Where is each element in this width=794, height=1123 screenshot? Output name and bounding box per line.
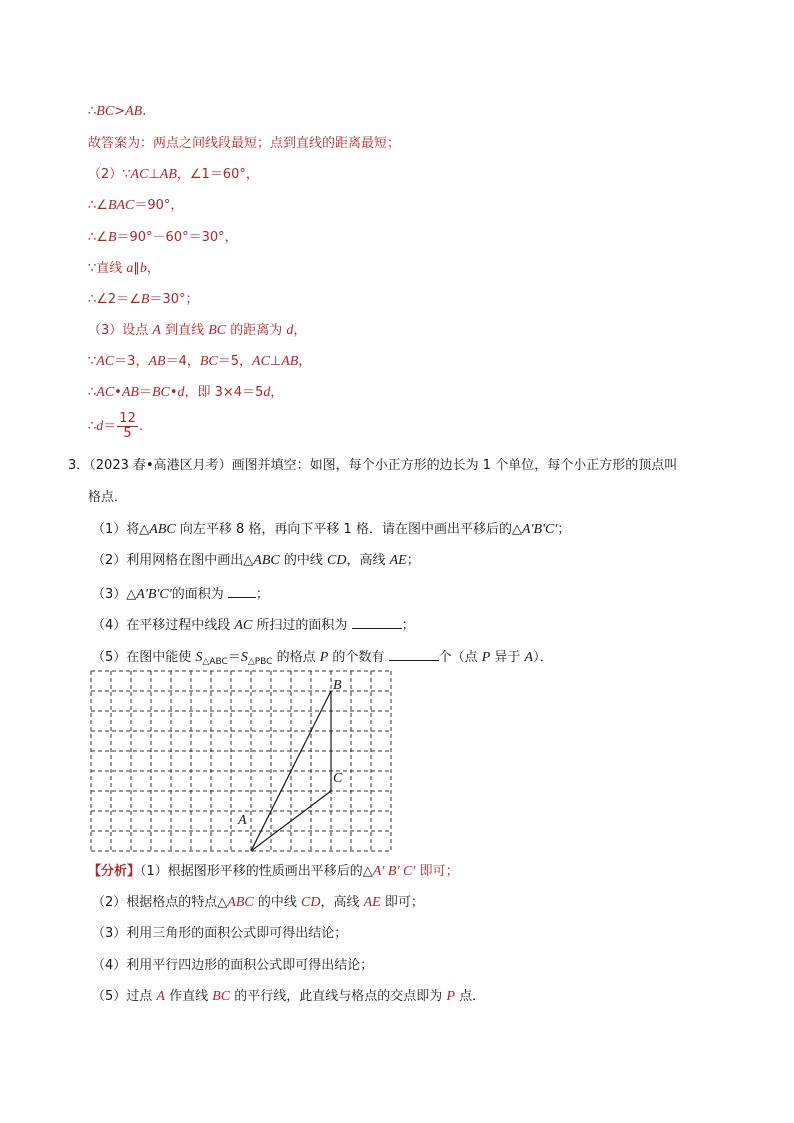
answer-blank[interactable] bbox=[389, 646, 439, 661]
analysis-tag: 【分析】 bbox=[88, 864, 141, 879]
text: ＝90°， bbox=[134, 198, 184, 213]
question-number: 3． bbox=[68, 458, 90, 473]
text: 所扫过的面积为 bbox=[252, 618, 352, 633]
solution-line-2: 故答案为：两点之间线段最短；点到直线的距离最短； bbox=[88, 136, 401, 151]
text: 的中线 bbox=[279, 553, 327, 568]
solution-line-4 bbox=[88, 197, 183, 215]
var: ABC bbox=[227, 895, 254, 910]
var: AB bbox=[159, 167, 177, 182]
question-3-intro-cont: 格点． bbox=[88, 490, 128, 505]
text: 的个数有 bbox=[328, 650, 389, 665]
text: ＝ bbox=[227, 650, 241, 665]
text: ， bbox=[293, 323, 307, 338]
var: d bbox=[263, 385, 271, 400]
text: ＝90°－60°＝30°， bbox=[116, 230, 238, 245]
text: ∴∠ bbox=[88, 230, 108, 245]
subscript: △ABC bbox=[202, 657, 228, 667]
answer-blank[interactable] bbox=[352, 614, 402, 629]
text: （5）过点 bbox=[92, 989, 157, 1004]
text: . bbox=[142, 104, 147, 119]
text: 即可； bbox=[380, 895, 424, 910]
text: ， bbox=[146, 261, 160, 276]
var: CD bbox=[327, 553, 347, 568]
analysis-line-3: （3）利用三角形的面积公式即可得出结论； bbox=[92, 926, 348, 941]
solution-line-5 bbox=[88, 229, 238, 247]
var: AE bbox=[363, 895, 381, 910]
question-part-2 bbox=[92, 552, 420, 570]
fraction-numerator: 12 bbox=[119, 411, 136, 426]
var: a bbox=[126, 261, 134, 276]
var: A′ B′ C′ bbox=[372, 864, 416, 879]
text: 异于 bbox=[490, 650, 525, 665]
answer-blank[interactable] bbox=[228, 583, 256, 598]
var: b bbox=[139, 261, 147, 276]
text: （2）∵ bbox=[88, 167, 131, 182]
var: AC bbox=[96, 385, 115, 400]
text: ， bbox=[298, 354, 312, 369]
label-a: A bbox=[238, 813, 247, 828]
text: ， bbox=[270, 385, 284, 400]
text: 向左平移 8 格，再向下平移 1 格．请在图中画出平移后的△ bbox=[175, 522, 522, 537]
var: AB bbox=[148, 354, 166, 369]
var: AB bbox=[125, 104, 143, 119]
text: 个（点 bbox=[438, 650, 482, 665]
var: P bbox=[446, 989, 455, 1004]
var: d bbox=[96, 419, 104, 434]
text: ∴ bbox=[88, 104, 97, 119]
text: 点． bbox=[454, 989, 486, 1004]
label-b: B bbox=[333, 678, 342, 693]
solution-line-8 bbox=[88, 322, 306, 340]
var: A'B'C' bbox=[136, 587, 172, 602]
analysis-line-2 bbox=[92, 894, 424, 912]
var: BC bbox=[199, 354, 218, 369]
text: ＝ bbox=[138, 385, 152, 400]
text: ∴ bbox=[88, 385, 97, 400]
var: A bbox=[156, 989, 165, 1004]
var: ABC bbox=[149, 522, 176, 537]
text: ＝3， bbox=[114, 354, 149, 369]
text: （5）在图中能使 bbox=[92, 650, 196, 665]
fraction bbox=[117, 412, 138, 441]
text: ； bbox=[401, 618, 415, 633]
var: AB bbox=[121, 385, 139, 400]
var: BC bbox=[96, 104, 115, 119]
text: • bbox=[114, 385, 122, 400]
text: 到直线 bbox=[160, 323, 209, 338]
var: AC bbox=[96, 354, 115, 369]
analysis-line-4: （4）利用平行四边形的面积公式即可得出结论； bbox=[92, 958, 374, 973]
question-part-4 bbox=[92, 614, 415, 635]
text: （2023 春•高港区月考）画图并填空：如图，每个小正方形的边长为 1 个单位，每个小正方形的顶点叫 bbox=[89, 458, 678, 473]
var: BC bbox=[151, 385, 170, 400]
var: BC bbox=[208, 323, 227, 338]
text: （2）根据格点的特点△ bbox=[92, 895, 228, 910]
text: > bbox=[114, 104, 126, 119]
var: AC bbox=[234, 618, 253, 633]
text: ＝5， bbox=[217, 354, 253, 369]
text: 的距离为 bbox=[226, 323, 287, 338]
var: BAC bbox=[107, 198, 135, 213]
text: ∵直线 bbox=[88, 261, 127, 276]
var: B bbox=[107, 230, 117, 245]
text: ； bbox=[255, 587, 269, 602]
text: ，高线 bbox=[320, 895, 364, 910]
text: 的面积为 bbox=[171, 587, 228, 602]
var: AB bbox=[281, 354, 299, 369]
fraction-denominator: 5 bbox=[123, 426, 132, 441]
question-part-1 bbox=[92, 521, 570, 539]
text: ∴∠2＝∠ bbox=[88, 292, 141, 307]
var: B bbox=[140, 292, 150, 307]
label-c: C bbox=[333, 771, 343, 786]
var: d bbox=[177, 385, 185, 400]
question-3-intro bbox=[68, 457, 677, 475]
text: 作直线 bbox=[164, 989, 213, 1004]
text: ； bbox=[406, 553, 420, 568]
text: ，即 3×4＝5 bbox=[184, 385, 264, 400]
subscript: △PBC bbox=[247, 657, 273, 667]
var: ABC bbox=[253, 553, 280, 568]
solution-line-9 bbox=[88, 353, 311, 371]
text: ）． bbox=[533, 650, 553, 665]
question-part-3 bbox=[92, 583, 269, 604]
text: ∥ bbox=[133, 261, 140, 276]
text: 的平行线，此直线与格点的交点即为 bbox=[230, 989, 447, 1004]
text: （3）△ bbox=[92, 587, 137, 602]
text: ∴ bbox=[88, 419, 97, 434]
var: A'B'C' bbox=[521, 522, 558, 537]
text: ∵ bbox=[88, 354, 97, 369]
text: （1）将△ bbox=[92, 522, 150, 537]
text: ⊥ bbox=[269, 354, 282, 369]
text: 即可； bbox=[415, 864, 459, 879]
text: • bbox=[169, 385, 178, 400]
solution-line-11 bbox=[88, 410, 143, 444]
var: AE bbox=[389, 553, 407, 568]
var: S bbox=[240, 650, 248, 665]
text: ⊥ bbox=[148, 167, 160, 182]
var: AC bbox=[130, 167, 149, 182]
var: A bbox=[152, 323, 161, 338]
grid-figure bbox=[88, 668, 394, 856]
text: （1）根据图形平移的性质画出平移后的△ bbox=[140, 864, 373, 879]
text: ，高线 bbox=[346, 553, 390, 568]
text: . bbox=[138, 419, 143, 434]
var: AC bbox=[252, 354, 270, 369]
solution-line-10 bbox=[88, 384, 283, 402]
solution-line-6 bbox=[88, 260, 160, 278]
var: P bbox=[319, 650, 329, 665]
text: ∴∠ bbox=[88, 198, 108, 213]
text: （4）在平移过程中线段 bbox=[92, 618, 235, 633]
var: CD bbox=[301, 895, 321, 910]
text: ＝30°； bbox=[149, 292, 199, 307]
text: ，∠1＝60°， bbox=[176, 167, 259, 182]
var: A bbox=[524, 650, 534, 665]
solution-line-1 bbox=[88, 103, 146, 121]
text: 的中线 bbox=[253, 895, 301, 910]
var: BC bbox=[212, 989, 231, 1004]
solution-line-7 bbox=[88, 291, 198, 309]
analysis-line-5 bbox=[92, 988, 485, 1006]
var: P bbox=[481, 650, 491, 665]
var: S bbox=[195, 650, 203, 665]
text: （2）利用网格在图中画出△ bbox=[92, 553, 254, 568]
text: （3）设点 bbox=[88, 323, 153, 338]
text: ＝ bbox=[103, 419, 117, 434]
text: ＝4， bbox=[165, 354, 200, 369]
text: ； bbox=[557, 522, 571, 537]
analysis-line-1 bbox=[88, 863, 459, 881]
text: 的格点 bbox=[272, 650, 320, 665]
var: d bbox=[286, 323, 294, 338]
solution-line-3 bbox=[88, 166, 259, 184]
